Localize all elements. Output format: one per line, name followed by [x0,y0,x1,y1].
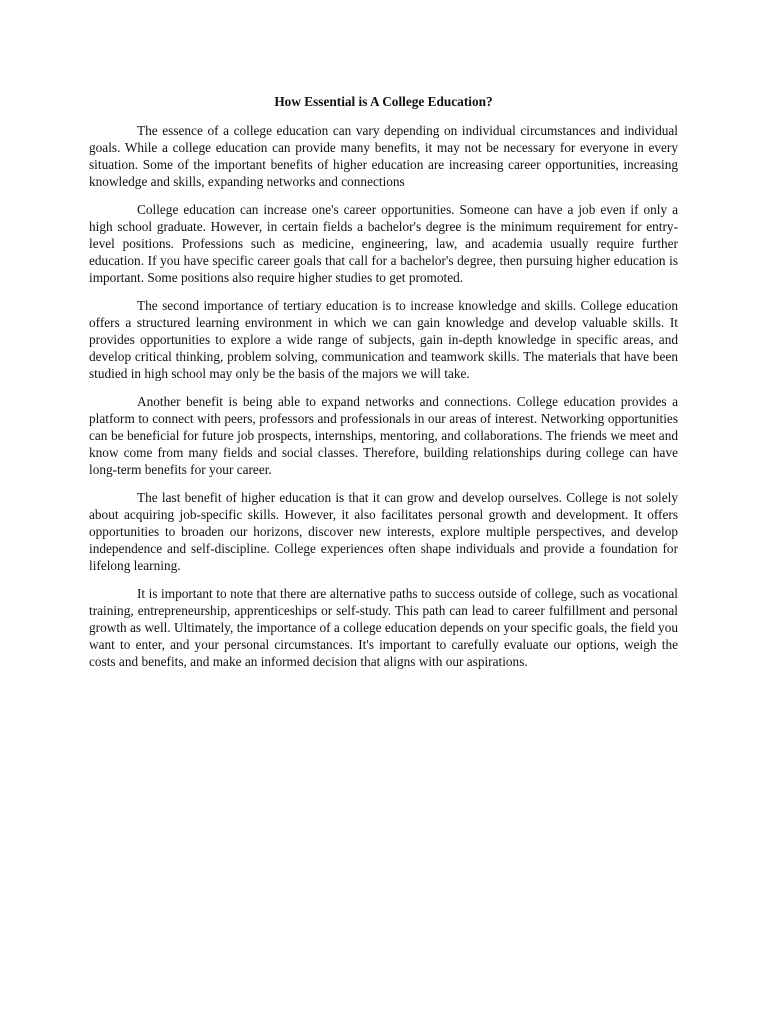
paragraph-knowledge-skills: The second importance of tertiary education is to increase knowledge and skills. College education offers a structured learning environment in which we can gain knowledge and develop valuable skills. It provides opportunities to explore a wide range of subjects, gain in-depth knowledge in specific areas, and develop critical thinking, problem solving, communication and teamwork skills. The materials that have been studied in high school may only be the basis of the majors we will take. [89,298,678,381]
paragraph-alternatives: It is important to note that there are alternative paths to success outside of college, such as vocational training, entrepreneurship, apprenticeships or self-study. This path can lead to career fulfillment and personal growth as well. Ultimately, the importance of a college education depends on your specific goals, the field you want to enter, and your personal circumstances. It's important to carefully evaluate our options, weigh the costs and benefits, and make an informed decision that aligns with our aspirations. [89,586,678,669]
document-page [89,93,678,681]
paragraph-networks: Another benefit is being able to expand networks and connections. College education provides a platform to connect with peers, professors and professionals in our areas of interest. Networking opportunities can be beneficial for future job prospects, internships, mentoring, and collaborations. The friends we meet and know come from many fields and social classes. Therefore, building relationships during college can have long-term benefits for your career. [89,394,678,477]
paragraph-intro: The essence of a college education can vary depending on individual circumstances and individual goals. While a college education can provide many benefits, it may not be necessary for everyone in every situation. Some of the important benefits of higher education are increasing career opportunities, increasing knowledge and skills, expanding networks and connections [89,123,678,189]
document-title: How Essential is A College Education? [274,94,493,109]
paragraph-career-opportunities: College education can increase one's career opportunities. Someone can have a job even if only a high school graduate. However, in certain fields a bachelor's degree is the minimum requirement for entry-level positions. Professions such as medicine, engineering, law, and academia usually require further education. If you have specific career goals that call for a bachelor's degree, then pursuing higher education is important. Some positions also require higher studies to get promoted. [89,202,678,285]
paragraph-personal-growth: The last benefit of higher education is that it can grow and develop ourselves. College is not solely about acquiring job-specific skills. However, it also facilitates personal growth and development. It offers opportunities to broaden our horizons, discover new interests, explore multiple perspectives, and develop independence and self-discipline. College experiences often shape individuals and provide a foundation for lifelong learning. [89,490,678,573]
